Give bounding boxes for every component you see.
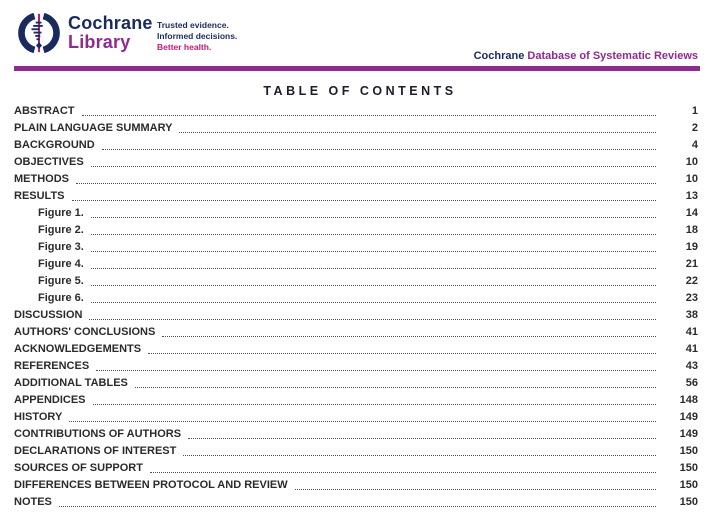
- toc-entry-label: DECLARATIONS OF INTEREST: [14, 445, 177, 457]
- toc-entry-page: 1: [691, 105, 698, 117]
- header: [14, 10, 698, 66]
- dotted-leader: [69, 421, 656, 422]
- dotted-leader: [82, 115, 657, 116]
- toc-entry-page: 148: [679, 394, 698, 406]
- toc-entry-label: Figure 3.: [38, 241, 84, 253]
- dotted-leader: [91, 268, 656, 269]
- toc-entry-label: Figure 4.: [38, 258, 84, 270]
- journal-title-prefix: Cochrane: [473, 50, 525, 62]
- toc-entry-page: 18: [685, 224, 698, 236]
- toc-entry-page: 149: [679, 411, 698, 423]
- toc-entry-label: ACKNOWLEDGEMENTS: [14, 343, 142, 355]
- toc-rows: [14, 103, 698, 511]
- toc-entry-label: PLAIN LANGUAGE SUMMARY: [14, 122, 173, 134]
- dotted-leader: [91, 166, 656, 167]
- toc-entry-label: CONTRIBUTIONS OF AUTHORS: [14, 428, 182, 440]
- toc-row: [14, 188, 698, 205]
- toc-entry-label: Figure 2.: [38, 224, 84, 236]
- toc-entry-label: Figure 6.: [38, 292, 84, 304]
- toc-entry-label: HISTORY: [14, 411, 63, 423]
- dotted-leader: [91, 302, 656, 303]
- dotted-leader: [96, 370, 656, 371]
- toc-row: [14, 477, 698, 494]
- toc-row: [14, 358, 698, 375]
- toc-row: [14, 154, 698, 171]
- brand-wordmark: [68, 14, 153, 52]
- brand-line1: Cochrane: [68, 13, 153, 33]
- toc-entry-page: 2: [691, 122, 698, 134]
- toc-entry-page: 22: [685, 275, 698, 287]
- toc-entry-page: 150: [679, 445, 698, 457]
- tagline: [157, 20, 237, 53]
- toc-entry-label: RESULTS: [14, 190, 65, 202]
- toc-entry-label: Figure 5.: [38, 275, 84, 287]
- toc-row: [14, 443, 698, 460]
- toc-entry-page: 150: [679, 462, 698, 474]
- toc-row: [14, 205, 698, 222]
- toc-row: [14, 239, 698, 256]
- toc-entry-page: 41: [685, 343, 698, 355]
- toc-entry-label: ABSTRACT: [14, 105, 75, 117]
- dotted-leader: [162, 336, 656, 337]
- dotted-leader: [183, 455, 656, 456]
- toc-row: [14, 409, 698, 426]
- toc-row: [14, 341, 698, 358]
- journal-title: [474, 50, 698, 62]
- tagline-line1: Trusted evidence.: [157, 20, 229, 30]
- dotted-leader: [76, 183, 656, 184]
- toc-row: [14, 375, 698, 392]
- toc-row: [14, 324, 698, 341]
- toc-entry-page: 10: [685, 156, 698, 168]
- toc-entry-page: 150: [679, 479, 698, 491]
- dotted-leader: [148, 353, 656, 354]
- toc-row: [14, 290, 698, 307]
- toc-entry-label: METHODS: [14, 173, 69, 185]
- toc-entry-page: 14: [685, 207, 698, 219]
- toc-entry-label: REFERENCES: [14, 360, 90, 372]
- toc-row: [14, 392, 698, 409]
- dotted-leader: [59, 506, 656, 507]
- journal-title-rest: Database of Systematic Reviews: [524, 50, 698, 62]
- toc-entry-page: 149: [679, 428, 698, 440]
- toc-entry-page: 23: [685, 292, 698, 304]
- toc-entry-page: 43: [685, 360, 698, 372]
- brand-line2: Library: [68, 32, 131, 52]
- cochrane-logo-icon: [14, 8, 64, 58]
- toc-entry-label: DIFFERENCES BETWEEN PROTOCOL AND REVIEW: [14, 479, 288, 491]
- toc-row: [14, 273, 698, 290]
- toc-entry-page: 4: [691, 139, 698, 151]
- dotted-leader: [102, 149, 656, 150]
- toc-entry-page: 150: [679, 496, 698, 508]
- dotted-leader: [91, 251, 656, 252]
- dotted-leader: [93, 404, 656, 405]
- dotted-leader: [135, 387, 656, 388]
- toc-entry-label: ADDITIONAL TABLES: [14, 377, 128, 389]
- toc-row: [14, 256, 698, 273]
- dotted-leader: [72, 200, 656, 201]
- header-divider: [14, 66, 700, 71]
- toc-title: TABLE OF CONTENTS: [263, 84, 457, 98]
- toc-row: [14, 426, 698, 443]
- toc-row: [14, 120, 698, 137]
- dotted-leader: [150, 472, 656, 473]
- toc-row: [14, 171, 698, 188]
- toc-entry-label: OBJECTIVES: [14, 156, 84, 168]
- toc-row: [14, 307, 698, 324]
- toc-row: [14, 222, 698, 239]
- tagline-line3: Better health.: [157, 42, 212, 52]
- dotted-leader: [188, 438, 656, 439]
- dotted-leader: [91, 217, 656, 218]
- toc-row: [14, 460, 698, 477]
- dotted-leader: [295, 489, 656, 490]
- toc-entry-label: AUTHORS' CONCLUSIONS: [14, 326, 156, 338]
- toc-entry-label: DISCUSSION: [14, 309, 83, 321]
- toc-entry-page: 41: [685, 326, 698, 338]
- toc-entry-page: 21: [685, 258, 698, 270]
- toc-entry-page: 10: [685, 173, 698, 185]
- toc-entry-page: 56: [685, 377, 698, 389]
- toc-entry-page: 13: [685, 190, 698, 202]
- tagline-line2: Informed decisions.: [157, 31, 238, 41]
- toc-row: [14, 103, 698, 120]
- dotted-leader: [91, 285, 656, 286]
- toc-entry-label: APPENDICES: [14, 394, 86, 406]
- dotted-leader: [89, 319, 656, 320]
- toc-entry-label: BACKGROUND: [14, 139, 95, 151]
- toc-entry-label: NOTES: [14, 496, 52, 508]
- toc-entry-label: SOURCES OF SUPPORT: [14, 462, 143, 474]
- dotted-leader: [179, 132, 656, 133]
- toc-row: [14, 137, 698, 154]
- toc-entry-label: Figure 1.: [38, 207, 84, 219]
- toc-row: [14, 494, 698, 511]
- toc-entry-page: 19: [685, 241, 698, 253]
- toc-entry-page: 38: [685, 309, 698, 321]
- dotted-leader: [91, 234, 656, 235]
